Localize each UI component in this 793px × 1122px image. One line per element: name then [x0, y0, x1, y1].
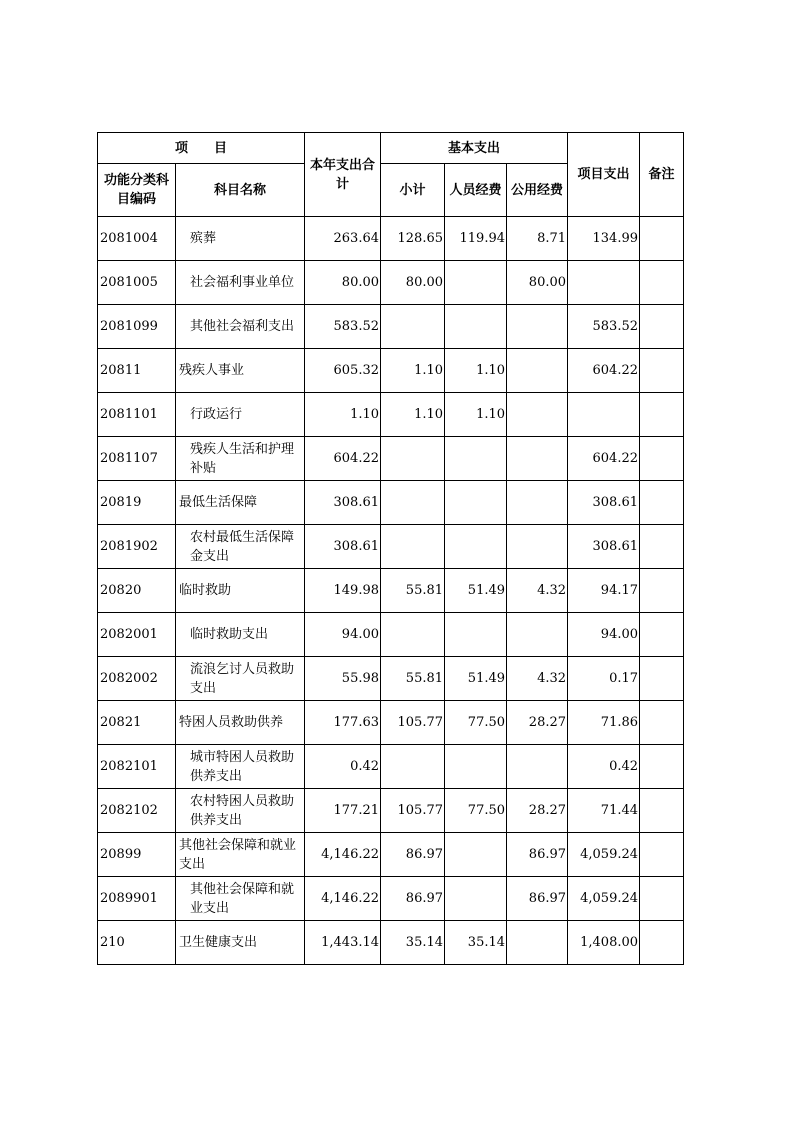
cell-name: 流浪乞讨人员救助支出: [176, 657, 305, 701]
table-row: [98, 393, 684, 437]
cell-subtotal: [381, 305, 445, 349]
cell-project: 308.61: [568, 525, 640, 569]
cell-personnel: [445, 481, 507, 525]
header-project: 项目支出: [568, 133, 640, 217]
cell-code: 2081902: [98, 525, 176, 569]
cell-public: [507, 525, 568, 569]
header-personnel: 人员经费: [445, 164, 507, 217]
cell-name: 其他社会保障和就业支出: [176, 833, 305, 877]
cell-subtotal: 55.81: [381, 569, 445, 613]
cell-subtotal: 35.14: [381, 921, 445, 965]
table-row: [98, 877, 684, 921]
table-row: [98, 305, 684, 349]
table-row: [98, 789, 684, 833]
cell-remark: [640, 261, 684, 305]
cell-total: 1,443.14: [305, 921, 381, 965]
table-row: [98, 569, 684, 613]
cell-personnel: [445, 745, 507, 789]
cell-public: 86.97: [507, 877, 568, 921]
cell-subtotal: 105.77: [381, 701, 445, 745]
cell-public: [507, 745, 568, 789]
cell-remark: [640, 481, 684, 525]
cell-project: 71.44: [568, 789, 640, 833]
cell-personnel: [445, 877, 507, 921]
cell-project: 134.99: [568, 217, 640, 261]
cell-personnel: [445, 305, 507, 349]
table-row: [98, 261, 684, 305]
cell-project: 4,059.24: [568, 833, 640, 877]
header-code: 功能分类科目编码: [98, 164, 176, 217]
cell-total: 308.61: [305, 525, 381, 569]
cell-subtotal: [381, 745, 445, 789]
cell-code: 2081101: [98, 393, 176, 437]
cell-remark: [640, 657, 684, 701]
cell-personnel: 77.50: [445, 789, 507, 833]
cell-project: [568, 393, 640, 437]
cell-name: 城市特困人员救助供养支出: [176, 745, 305, 789]
cell-project: 71.86: [568, 701, 640, 745]
cell-total: 1.10: [305, 393, 381, 437]
cell-personnel: [445, 437, 507, 481]
cell-total: 308.61: [305, 481, 381, 525]
cell-public: 4.32: [507, 569, 568, 613]
cell-total: 55.98: [305, 657, 381, 701]
cell-total: 149.98: [305, 569, 381, 613]
header-name: 科目名称: [176, 164, 305, 217]
cell-name: 临时救助支出: [176, 613, 305, 657]
cell-name: 特困人员救助供养: [176, 701, 305, 745]
cell-project: 583.52: [568, 305, 640, 349]
cell-name: 行政运行: [176, 393, 305, 437]
cell-remark: [640, 437, 684, 481]
cell-code: 2081099: [98, 305, 176, 349]
cell-name: 最低生活保障: [176, 481, 305, 525]
cell-subtotal: [381, 481, 445, 525]
cell-personnel: 1.10: [445, 349, 507, 393]
table-row: [98, 481, 684, 525]
cell-name: 其他社会保障和就业支出: [176, 877, 305, 921]
cell-total: 177.21: [305, 789, 381, 833]
table-row: [98, 921, 684, 965]
cell-total: 263.64: [305, 217, 381, 261]
cell-remark: [640, 921, 684, 965]
cell-code: 20819: [98, 481, 176, 525]
cell-remark: [640, 745, 684, 789]
cell-public: [507, 305, 568, 349]
header-public: 公用经费: [507, 164, 568, 217]
cell-code: 2082001: [98, 613, 176, 657]
cell-name: 残疾人生活和护理补贴: [176, 437, 305, 481]
cell-code: 20811: [98, 349, 176, 393]
cell-public: [507, 921, 568, 965]
cell-personnel: [445, 261, 507, 305]
cell-code: 2081004: [98, 217, 176, 261]
cell-public: 80.00: [507, 261, 568, 305]
cell-remark: [640, 877, 684, 921]
cell-personnel: 1.10: [445, 393, 507, 437]
cell-subtotal: 105.77: [381, 789, 445, 833]
cell-public: 28.27: [507, 789, 568, 833]
cell-public: [507, 481, 568, 525]
header-basic: 基本支出: [381, 133, 568, 164]
cell-name: 临时救助: [176, 569, 305, 613]
cell-total: 0.42: [305, 745, 381, 789]
cell-personnel: 119.94: [445, 217, 507, 261]
table-body: [98, 217, 684, 965]
cell-subtotal: 80.00: [381, 261, 445, 305]
cell-personnel: [445, 525, 507, 569]
cell-project: 604.22: [568, 349, 640, 393]
cell-remark: [640, 525, 684, 569]
cell-code: 20820: [98, 569, 176, 613]
cell-total: 80.00: [305, 261, 381, 305]
cell-public: [507, 613, 568, 657]
header-remark: 备注: [640, 133, 684, 217]
cell-name: 卫生健康支出: [176, 921, 305, 965]
cell-subtotal: [381, 525, 445, 569]
cell-remark: [640, 613, 684, 657]
cell-subtotal: 86.97: [381, 833, 445, 877]
cell-name: 其他社会福利支出: [176, 305, 305, 349]
cell-subtotal: 1.10: [381, 349, 445, 393]
cell-code: 20821: [98, 701, 176, 745]
cell-personnel: 77.50: [445, 701, 507, 745]
table-row: [98, 525, 684, 569]
cell-total: 583.52: [305, 305, 381, 349]
cell-subtotal: 86.97: [381, 877, 445, 921]
cell-subtotal: [381, 613, 445, 657]
cell-subtotal: 1.10: [381, 393, 445, 437]
cell-total: 4,146.22: [305, 833, 381, 877]
cell-remark: [640, 349, 684, 393]
table-row: [98, 745, 684, 789]
table-row: [98, 613, 684, 657]
cell-code: 210: [98, 921, 176, 965]
cell-subtotal: 128.65: [381, 217, 445, 261]
cell-total: 604.22: [305, 437, 381, 481]
table-row: [98, 349, 684, 393]
cell-project: 94.00: [568, 613, 640, 657]
header-row-1: [98, 133, 684, 164]
cell-remark: [640, 393, 684, 437]
cell-code: 2082102: [98, 789, 176, 833]
cell-remark: [640, 701, 684, 745]
cell-subtotal: 55.81: [381, 657, 445, 701]
cell-public: 8.71: [507, 217, 568, 261]
cell-name: 残疾人事业: [176, 349, 305, 393]
cell-project: 4,059.24: [568, 877, 640, 921]
cell-project: 308.61: [568, 481, 640, 525]
table-row: [98, 437, 684, 481]
cell-total: 94.00: [305, 613, 381, 657]
cell-code: 2082101: [98, 745, 176, 789]
cell-project: 604.22: [568, 437, 640, 481]
cell-total: 4,146.22: [305, 877, 381, 921]
cell-code: 20899: [98, 833, 176, 877]
cell-project: 0.17: [568, 657, 640, 701]
cell-code: 2082002: [98, 657, 176, 701]
cell-name: 殡葬: [176, 217, 305, 261]
table-row: [98, 217, 684, 261]
cell-personnel: [445, 613, 507, 657]
cell-public: 28.27: [507, 701, 568, 745]
cell-remark: [640, 217, 684, 261]
cell-public: [507, 393, 568, 437]
cell-personnel: 51.49: [445, 657, 507, 701]
header-item: 项 目: [98, 133, 305, 164]
cell-code: 2089901: [98, 877, 176, 921]
cell-public: 86.97: [507, 833, 568, 877]
cell-public: [507, 437, 568, 481]
table-row: [98, 833, 684, 877]
budget-expenditure-table: [97, 132, 684, 965]
cell-name: 农村特困人员救助供养支出: [176, 789, 305, 833]
cell-personnel: [445, 833, 507, 877]
header-total: 本年支出合计: [305, 133, 381, 217]
cell-public: [507, 349, 568, 393]
cell-personnel: 51.49: [445, 569, 507, 613]
cell-total: 605.32: [305, 349, 381, 393]
cell-project: [568, 261, 640, 305]
cell-public: 4.32: [507, 657, 568, 701]
table-row: [98, 657, 684, 701]
table-row: [98, 701, 684, 745]
cell-remark: [640, 789, 684, 833]
cell-project: 94.17: [568, 569, 640, 613]
header-subtotal: 小计: [381, 164, 445, 217]
cell-code: 2081107: [98, 437, 176, 481]
cell-total: 177.63: [305, 701, 381, 745]
cell-remark: [640, 305, 684, 349]
cell-name: 社会福利事业单位: [176, 261, 305, 305]
cell-project: 1,408.00: [568, 921, 640, 965]
cell-project: 0.42: [568, 745, 640, 789]
cell-name: 农村最低生活保障金支出: [176, 525, 305, 569]
cell-personnel: 35.14: [445, 921, 507, 965]
cell-remark: [640, 833, 684, 877]
cell-subtotal: [381, 437, 445, 481]
cell-code: 2081005: [98, 261, 176, 305]
cell-remark: [640, 569, 684, 613]
